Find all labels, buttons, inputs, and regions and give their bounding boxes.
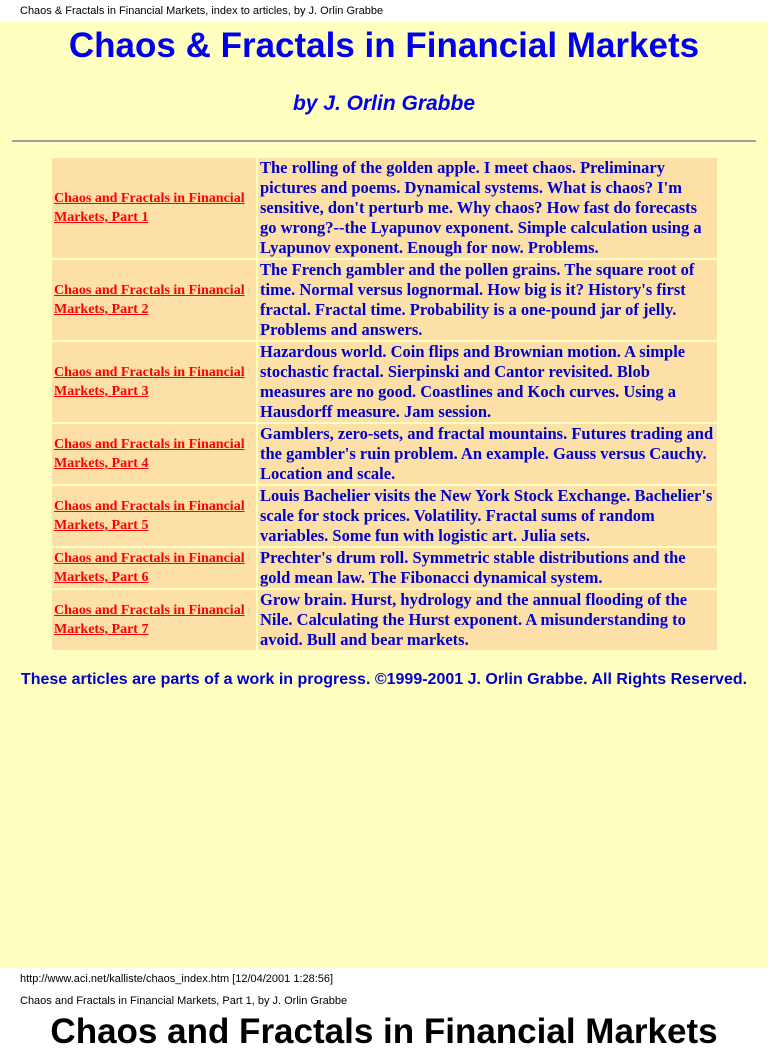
article-link-part-2[interactable]: Chaos and Fractals in Financial Markets, Part 2 bbox=[54, 283, 245, 317]
article-description: Grow brain. Hurst, hydrology and the annual flooding of the Nile. Calculating the Hurst exponent. A misunderstanding to avoid. Bull and bear markets. bbox=[258, 590, 717, 650]
article-description: Louis Bachelier visits the New York Stock Exchange. Bachelier's scale for stock prices. Volatility. Fractal sums of random variables. Some fun with logistic art. Julia sets. bbox=[258, 486, 717, 546]
article-link-cell bbox=[52, 548, 256, 588]
table-row bbox=[52, 342, 717, 422]
table-row bbox=[52, 158, 717, 258]
article-link-part-3[interactable]: Chaos and Fractals in Financial Markets, Part 3 bbox=[54, 365, 245, 399]
next-page-title: Chaos and Fractals in Financial Markets bbox=[50, 1012, 718, 1051]
table-row bbox=[52, 548, 717, 588]
article-link-part-4[interactable]: Chaos and Fractals in Financial Markets, Part 4 bbox=[54, 437, 245, 471]
article-link-cell bbox=[52, 342, 256, 422]
article-link-cell bbox=[52, 424, 256, 484]
table-row bbox=[52, 486, 717, 546]
horizontal-rule bbox=[12, 140, 756, 142]
article-link-cell bbox=[52, 590, 256, 650]
article-description: Prechter's drum roll. Symmetric stable distributions and the gold mean law. The Fibonacci dynamical system. bbox=[258, 548, 717, 588]
article-link-cell bbox=[52, 486, 256, 546]
table-row bbox=[52, 590, 717, 650]
article-link-cell bbox=[52, 260, 256, 340]
table-row bbox=[52, 424, 717, 484]
article-link-part-7[interactable]: Chaos and Fractals in Financial Markets, Part 7 bbox=[54, 603, 245, 637]
author-byline: by J. Orlin Grabbe bbox=[292, 92, 476, 115]
table-row bbox=[52, 260, 717, 340]
article-link-part-1[interactable]: Chaos and Fractals in Financial Markets, Part 1 bbox=[54, 191, 245, 225]
article-link-part-6[interactable]: Chaos and Fractals in Financial Markets, Part 6 bbox=[54, 551, 245, 585]
page-title: Chaos & Fractals in Financial Markets bbox=[68, 26, 700, 65]
source-url: http://www.aci.net/kalliste/chaos_index.htm [12/04/2001 1:28:56] bbox=[20, 973, 334, 985]
article-link-cell bbox=[52, 158, 256, 258]
article-description: Hazardous world. Coin flips and Brownian motion. A simple stochastic fractal. Sierpinski and Cantor revisited. Blob measures are no good. Coastlines and Koch curves. Using a Hausdorff measure. Jam session. bbox=[258, 342, 717, 422]
article-description: The rolling of the golden apple. I meet chaos. Preliminary pictures and poems. Dynamical systems. What is chaos? I'm sensitive, don't perturb me. Why chaos? How fast do forecasts go wrong?--the Lyapunov exponent. Simple calculation using a Lyapunov exponent. Enough for now. Problems. bbox=[258, 158, 717, 258]
copyright-note: These articles are parts of a work in progress. ©1999-2001 J. Orlin Grabbe. All Rights Reserved. bbox=[20, 671, 748, 688]
article-description: The French gambler and the pollen grains. The square root of time. Normal versus lognormal. How big is it? History's first fractal. Fractal time. Probability is a one-pound jar of jelly. Problems and answers. bbox=[258, 260, 717, 340]
next-page-header: Chaos and Fractals in Financial Markets, Part 1, by J. Orlin Grabbe bbox=[20, 995, 348, 1007]
article-link-part-5[interactable]: Chaos and Fractals in Financial Markets, Part 5 bbox=[54, 499, 245, 533]
document-page bbox=[0, 22, 768, 968]
articles-table bbox=[50, 156, 719, 652]
print-page-header: Chaos & Fractals in Financial Markets, index to articles, by J. Orlin Grabbe bbox=[0, 0, 768, 22]
article-description: Gamblers, zero-sets, and fractal mountains. Futures trading and the gambler's ruin problem. An example. Gauss versus Cauchy. Location and scale. bbox=[258, 424, 717, 484]
print-page-footer bbox=[0, 968, 768, 1012]
